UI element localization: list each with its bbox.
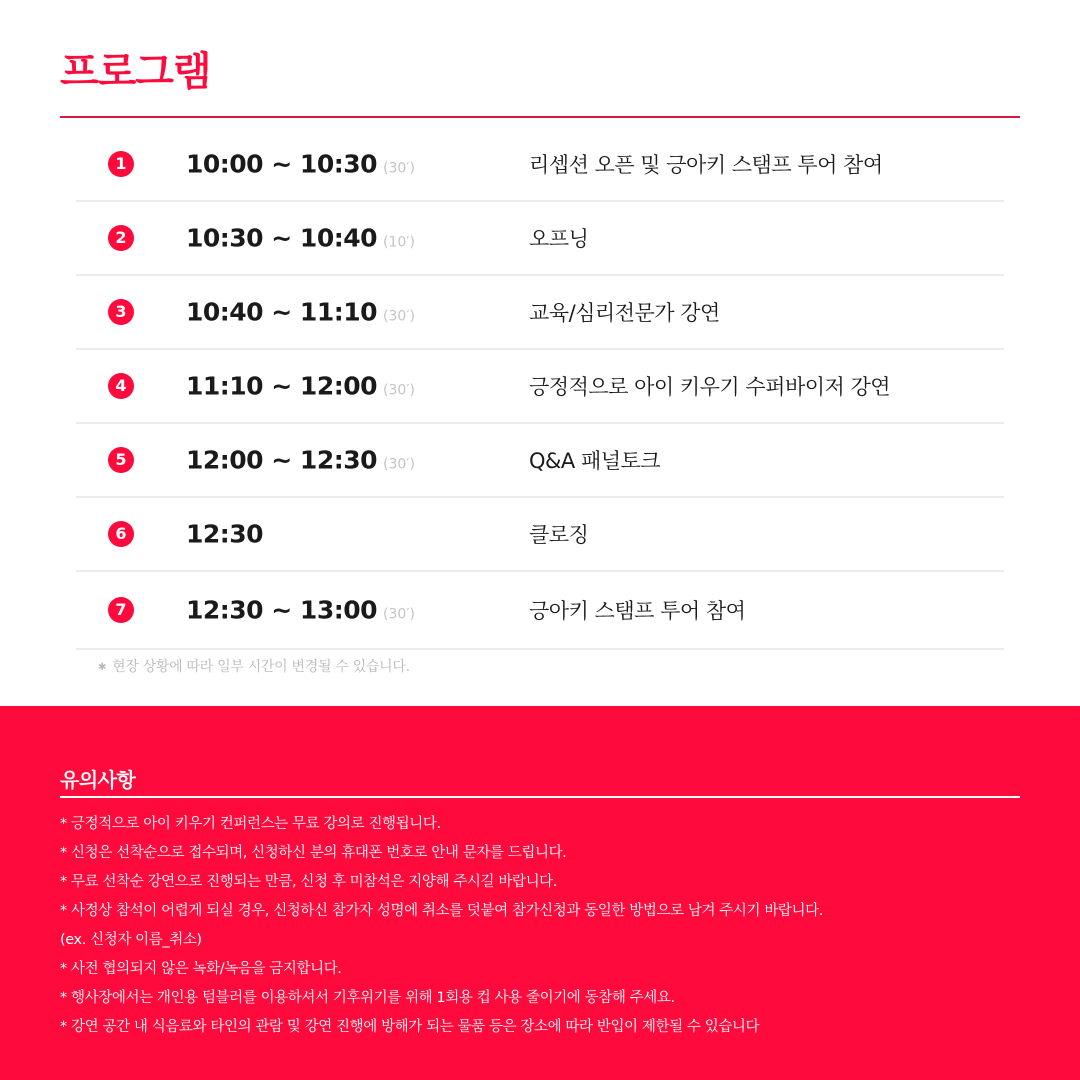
schedule-row	[76, 202, 1004, 276]
schedule-time	[186, 372, 415, 401]
step-number-badge: 6	[108, 521, 134, 547]
schedule-list	[76, 128, 1004, 650]
asterisk-icon: ✱	[98, 662, 107, 673]
step-number-badge: 4	[108, 373, 134, 399]
schedule-row	[76, 572, 1004, 650]
time-range: 10:30 ~ 10:40	[186, 223, 378, 253]
notice-divider	[60, 796, 1020, 798]
schedule-event: Q&A 패널토크	[529, 449, 661, 473]
notice-item: * 행사장에서는 개인용 텀블러를 이용하셔서 기후위기를 위해 1회용 컵 사용 줄이기에 동참해 주세요.	[60, 990, 675, 1006]
duration-label: (10′)	[383, 234, 415, 251]
notice-item: * 무료 선착순 강연으로 진행되는 만큼, 신청 후 미참석은 지양해 주시길 바랍니다.	[60, 874, 557, 890]
schedule-event: 리셉션 오픈 및 긍아키 스탬프 투어 참여	[529, 153, 883, 177]
schedule-row	[76, 498, 1004, 572]
duration-label: (30′)	[383, 160, 415, 177]
schedule-time	[186, 596, 415, 625]
schedule-row	[76, 128, 1004, 202]
duration-label: (30′)	[383, 382, 415, 399]
schedule-row	[76, 350, 1004, 424]
time-range: 12:30	[186, 519, 264, 549]
notice-item: * 신청은 선착순으로 접수되며, 신청하신 분의 휴대폰 번호로 안내 문자를 드립니다.	[60, 845, 567, 861]
notice-list	[60, 810, 1040, 1042]
time-range: 11:10 ~ 12:00	[186, 371, 378, 401]
schedule-event: 클로징	[529, 523, 589, 547]
schedule-row	[76, 276, 1004, 350]
step-number-badge: 5	[108, 447, 134, 473]
schedule-note	[98, 656, 410, 676]
schedule-event: 긍정적으로 아이 키우기 수퍼바이저 강연	[529, 375, 891, 399]
duration-label: (30′)	[383, 456, 415, 473]
schedule-time	[186, 150, 415, 179]
title-divider	[60, 116, 1020, 118]
page-title: 프로그램	[60, 49, 211, 95]
schedule-event: 교육/심리전문가 강연	[529, 301, 720, 325]
notice-item: * 사정상 참석이 어렵게 되실 경우, 신청하신 참가자 성명에 취소를 덧붙여 참가신청과 동일한 방법으로 남겨 주시기 바랍니다.	[60, 903, 823, 919]
time-range: 10:00 ~ 10:30	[186, 149, 378, 179]
notice-title: 유의사항	[60, 768, 136, 792]
schedule-time	[186, 446, 415, 475]
schedule-time	[186, 224, 415, 253]
note-text: 현장 상황에 따라 일부 시간이 변경될 수 있습니다.	[112, 659, 410, 675]
duration-label: (30′)	[383, 308, 415, 325]
step-number-badge: 7	[108, 597, 134, 623]
notice-panel	[0, 706, 1080, 1080]
duration-label: (30′)	[383, 606, 415, 623]
time-range: 12:30 ~ 13:00	[186, 595, 378, 625]
notice-item: * 강연 공간 내 식음료와 타인의 관람 및 강연 진행에 방해가 되는 물품 등은 장소에 따라 반입이 제한될 수 있습니다	[60, 1019, 760, 1035]
schedule-event: 오프닝	[529, 227, 589, 251]
step-number-badge: 3	[108, 299, 134, 325]
schedule-time	[186, 298, 415, 327]
notice-item: * 사전 협의되지 않은 녹화/녹음을 금지합니다.	[60, 961, 342, 977]
step-number-badge: 2	[108, 225, 134, 251]
time-range: 10:40 ~ 11:10	[186, 297, 378, 327]
notice-item: (ex. 신청자 이름_취소)	[60, 932, 202, 948]
schedule-row	[76, 424, 1004, 498]
notice-item: * 긍정적으로 아이 키우기 컨퍼런스는 무료 강의로 진행됩니다.	[60, 816, 441, 832]
schedule-event: 긍아키 스탬프 투어 참여	[529, 599, 746, 623]
time-range: 12:00 ~ 12:30	[186, 445, 378, 475]
step-number-badge: 1	[108, 151, 134, 177]
schedule-time	[186, 520, 269, 549]
